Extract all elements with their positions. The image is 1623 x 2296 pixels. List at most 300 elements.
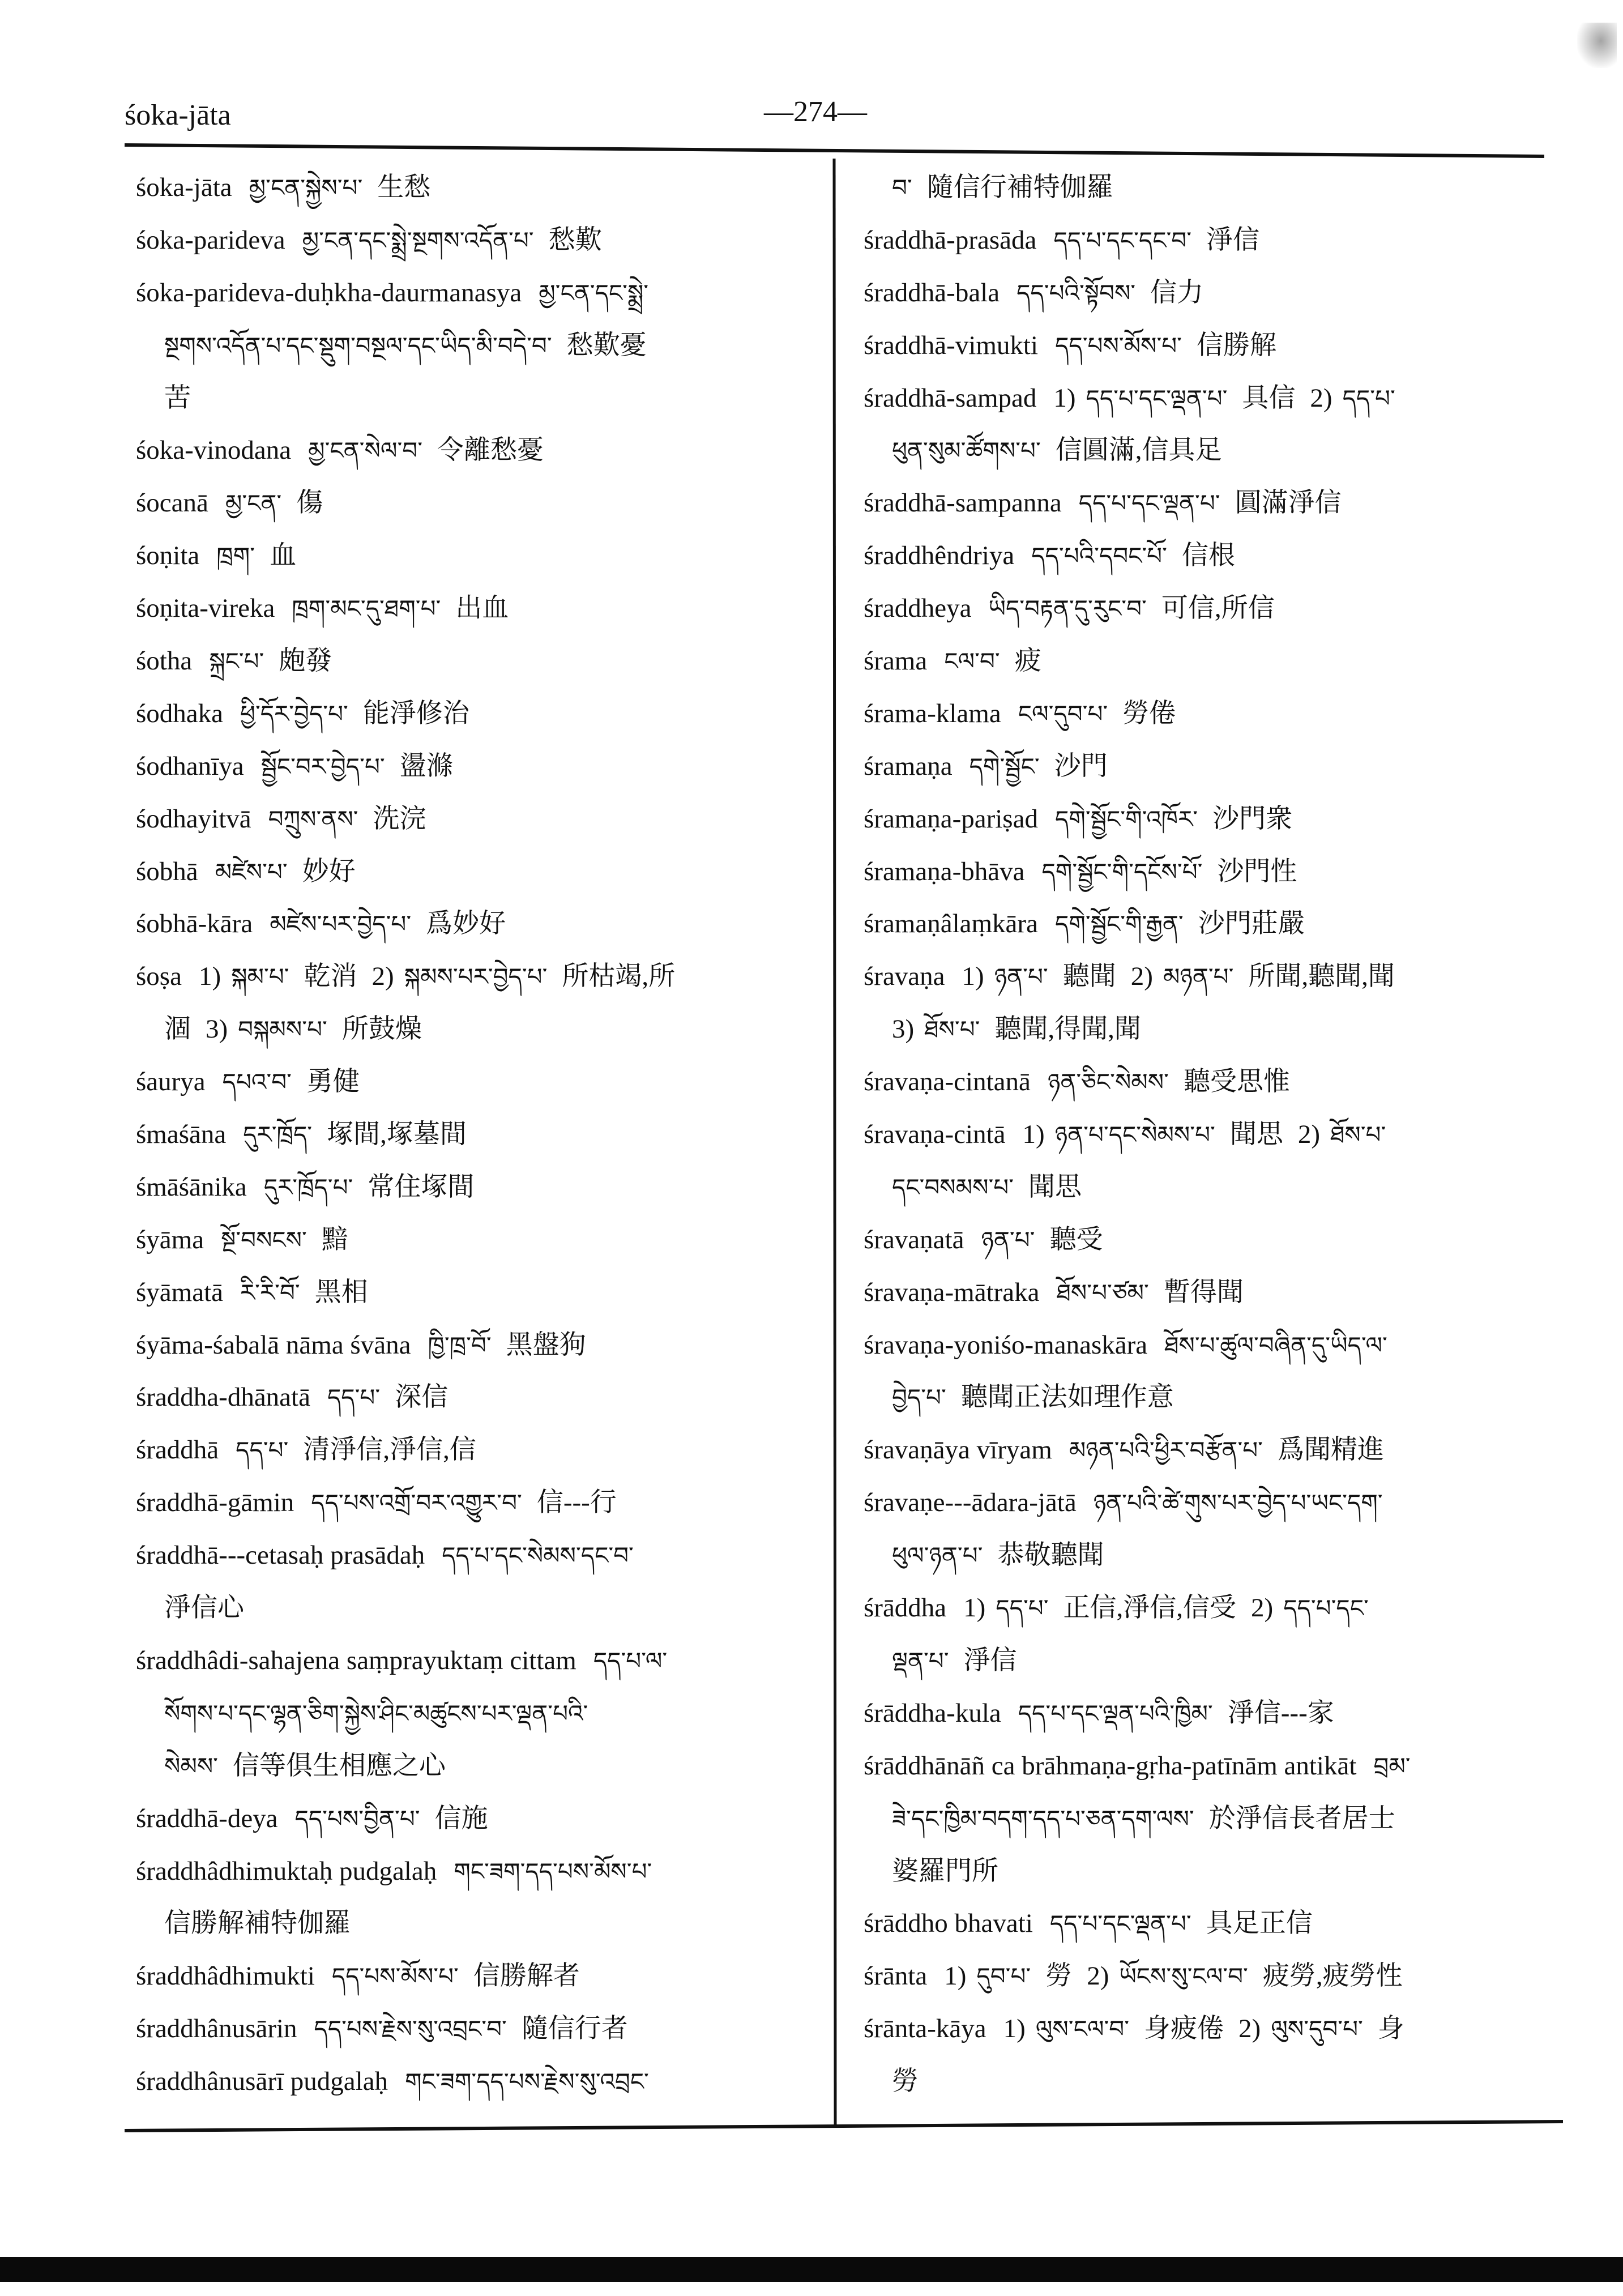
chinese-equivalent: 令離愁憂 [437,436,544,466]
tibetan-equivalent: མྱ་ངན་དང་སྨྲེ་ [539,279,649,307]
dictionary-entry [864,1476,1557,1582]
tibetan-equivalent: ཕུལ་ཉན་པ་ [892,1542,983,1570]
dictionary-entry [864,477,1557,530]
chinese-equivalent: 沙門 [1054,751,1108,781]
entry-line [136,1214,824,1266]
tibetan-equivalent: སྦྱོང་བར་བྱེད་པ་ [260,752,385,780]
entry-line [136,846,824,898]
headword: śodhaka [136,698,224,728]
entry-line [864,1793,1557,1845]
dictionary-entry [864,635,1557,688]
entry-line [864,1161,1557,1214]
right-column [864,161,1557,2108]
headword: śyāma-śabalā nāma śvāna [136,1330,411,1360]
sense-number: 1) [962,962,984,992]
tibetan-equivalent: སྔོ་བསངས་ [221,1226,307,1254]
entry-line [864,1003,1557,1056]
dictionary-entry [864,2003,1557,2108]
headword: śraddha-dhānatā [136,1382,310,1412]
entry-line [136,1161,824,1214]
headword: śobhā-kāra [136,909,253,939]
sense-number: 2) [1130,962,1153,992]
tibetan-equivalent: བྱེད་པ་ [892,1384,946,1412]
chinese-equivalent: 常住塚間 [368,1172,475,1202]
sense-number: 1) [963,1593,986,1623]
entry-line [864,214,1557,267]
chinese-equivalent: 勇健 [306,1067,360,1097]
headword: śrama-klama [864,698,1001,728]
tibetan-equivalent: མཛེས་པར་བྱེད་པ་ [270,910,412,938]
tibetan-equivalent: མཛེས་པ་ [215,857,288,886]
entry-line [136,688,824,740]
entry-line [864,1056,1557,1108]
tibetan-equivalent: དད་པ་ [236,1436,289,1465]
chinese-equivalent: 婆羅門所 [892,1856,998,1886]
chinese-equivalent: 能淨修治 [362,698,469,728]
sense-number: 2) [1238,2014,1261,2044]
entry-line [136,372,824,425]
entry-line [136,1266,824,1319]
tibetan-equivalent: གང་ཟག་དད་པས་མོས་པ་ [454,1857,652,1885]
headword: śrānta [864,1961,928,1991]
tibetan-equivalent: དད་པ་དང་ལྡན་པ་ [1049,1910,1191,1938]
entry-line [136,740,824,793]
entry-line [864,1424,1557,1476]
dictionary-entry [864,319,1557,372]
chinese-equivalent: 深信 [395,1382,449,1412]
dictionary-entry [136,1108,824,1161]
chinese-equivalent: 信---行 [536,1488,617,1518]
chinese-equivalent: 所鼓燥 [341,1014,422,1044]
dictionary-entry [864,1740,1557,1898]
tibetan-equivalent: ལྡན་པ་ [892,1646,949,1675]
headword: śraddhā-vimukti [864,330,1039,360]
chinese-equivalent: 黑相 [314,1277,368,1307]
entry-line [136,1634,824,1687]
headword: śraddhā-gāmin [136,1488,294,1518]
entry-line [864,477,1557,530]
dictionary-entry [136,898,824,950]
chinese-equivalent: 於淨信長者居士 [1208,1803,1395,1833]
chinese-equivalent: 血 [270,541,297,571]
headword: śoṣa [136,962,182,992]
headword: śraddhâdi-sahajena saṃprayuktaṃ cittam [136,1645,576,1675]
tibetan-equivalent: དགེ་སྦྱོང་གི་འཁོར་ [1054,805,1198,833]
chinese-equivalent: 聽受思惟 [1183,1067,1290,1097]
chinese-equivalent: 正信,淨信,信受 [1063,1593,1237,1623]
headword: śrāddha-kula [864,1698,1001,1728]
sense-number: 1) [198,962,221,992]
headword: śaurya [136,1067,206,1097]
dictionary-entry [136,1476,824,1529]
sense-number: 2) [1310,383,1332,413]
chinese-equivalent: 可信,所信 [1161,594,1275,624]
tibetan-equivalent: ཉན་པ་ [981,1226,1035,1254]
entry-line [136,1897,824,1950]
headword: śravaṇa-yoniśo-manaskāra [864,1330,1148,1360]
headword: śravaṇa-cintanā [864,1067,1031,1097]
chinese-equivalent: 沙門衆 [1212,804,1293,834]
chinese-equivalent: 淨信心 [164,1593,244,1623]
entry-line [136,530,824,582]
entry-line [136,1108,824,1161]
tibetan-equivalent: ཐོས་པ་ [924,1015,980,1044]
tibetan-equivalent: ཁྲག་མང་དུ་ཐག་པ་ [292,595,441,623]
tibetan-equivalent: དད་པའི་སྟོབས་ [1016,279,1136,307]
entry-line [136,2003,824,2055]
top-rule [125,145,1544,156]
chinese-equivalent: 勞倦 [1122,698,1176,728]
entry-line [136,1476,824,1529]
dictionary-entry [136,214,824,267]
chinese-equivalent: 涸 [164,1014,191,1044]
headword: śmāśānika [136,1172,247,1202]
headword: śoka-jāta [136,173,232,202]
running-head: śoka-jāta [125,99,231,131]
dictionary-entry [864,846,1557,898]
chinese-equivalent: 愁歎 [548,225,602,255]
entry-line [864,1108,1557,1161]
headword: śoka-parideva-duḥkha-daurmanasya [136,278,522,308]
dictionary-entry [864,1214,1557,1266]
entry-line [136,1845,824,1898]
dictionary-entry [864,267,1557,319]
headword: śrama [864,646,928,676]
entry-line [864,1740,1557,1793]
tibetan-equivalent: དགེ་སྦྱོང་གི་དངོས་པོ་ [1041,857,1203,886]
entry-line [136,214,824,267]
tibetan-equivalent: ཉན་ཅིང་སེམས་ [1047,1068,1169,1096]
sense-number: 1) [1022,1120,1045,1150]
headword: śyāma [136,1224,204,1254]
chinese-equivalent: 信等俱生相應之心 [233,1751,446,1781]
tibetan-equivalent: དད་པ་ལ་ [593,1646,668,1675]
tibetan-equivalent: དད་པས་རྗེས་སུ་འབྲང་བ་ [314,2015,507,2043]
chinese-equivalent: 盪滌 [399,751,453,781]
headword: śraddhā-bala [864,278,1000,308]
tibetan-equivalent: དུབ་པ་ [976,1962,1031,1991]
chinese-equivalent: 聞思 [1028,1172,1082,1202]
entry-line [864,582,1557,635]
dictionary-entry [864,950,1557,1056]
dictionary-entry [136,2003,824,2055]
sense-number: 2) [1251,1593,1274,1623]
left-column [136,161,824,2108]
headword: śraddhânusārī pudgalaḥ [136,2067,388,2097]
tibetan-equivalent: དད་པའི་དབང་པོ་ [1031,542,1167,570]
headword: śrānta-kāya [864,2014,986,2044]
dictionary-entry [864,688,1557,740]
dictionary-entry [136,1793,824,1845]
chinese-equivalent: 身疲倦 [1144,2014,1224,2044]
sense-number: 1) [944,1961,967,1991]
tibetan-equivalent: ཟེ་དང་ཁྱིམ་བདག་དད་པ་ཅན་དག་ལས་ [892,1804,1194,1833]
tibetan-equivalent: སེམས་ [164,1752,219,1780]
tibetan-equivalent: དད་པ་དང་སེམས་དང་བ་ [442,1542,634,1570]
dictionary-entry [864,1424,1557,1476]
tibetan-equivalent: དད་པས་མོས་པ་ [331,1962,459,1991]
chinese-equivalent: 塚間,塚墓間 [327,1120,467,1150]
dictionary-entry [136,2055,824,2108]
headword: śramaṇâlaṃkāra [864,909,1038,939]
chinese-equivalent: 勞 [892,2067,919,2097]
entry-line [136,950,824,1003]
dictionary-entry [136,635,824,688]
entry-line [136,635,824,688]
dictionary-entry [136,1529,824,1634]
dictionary-entry [136,477,824,530]
sense-number: 2) [1087,1961,1109,1991]
entry-line [864,267,1557,319]
dictionary-entry [136,267,824,425]
sense-number: 1) [1003,2014,1026,2044]
chinese-equivalent: 淨信 [1206,225,1260,255]
headword: śraddhā-deya [136,1803,278,1833]
headword: śoka-parideva [136,225,285,255]
tibetan-equivalent: དད་པས་བྱིན་པ་ [294,1804,420,1833]
chinese-equivalent: 信根 [1181,541,1235,571]
tibetan-equivalent: མྱ་ངན་དང་སྨྲེ་སྔགས་འདོན་པ་ [302,226,534,254]
tibetan-equivalent: ཡིད་བརྟན་དུ་རུང་བ་ [988,595,1147,623]
entry-line [864,1214,1557,1266]
headword: śravaṇa-cintā [864,1120,1006,1150]
headword: śraddheya [864,594,972,624]
headword: śravaṇatā [864,1224,964,1254]
headword: śraddhā [136,1435,219,1465]
dictionary-entry [864,372,1557,477]
entry-line [136,1056,824,1108]
chinese-equivalent: 聽聞 [1062,962,1116,992]
dictionary-entry [136,582,824,635]
tibetan-equivalent: དགེ་སྦྱོང་གི་རྒྱན་ [1054,910,1184,938]
entry-line [136,898,824,950]
tibetan-equivalent: ལུས་ངལ་བ་ [1035,2015,1130,2043]
entry-line [864,1634,1557,1687]
tibetan-equivalent: དུར་ཁྲོད་ [243,1121,313,1149]
entry-line [864,793,1557,846]
headword: śoka-vinodana [136,436,292,466]
headword: śraddhā---cetasaḥ prasādaḥ [136,1540,425,1571]
chinese-equivalent: 聽受 [1049,1224,1103,1254]
dictionary-entry [136,1845,824,1951]
headword: śraddhêndriya [864,541,1015,571]
chinese-equivalent: 黑盤狗 [506,1330,586,1360]
chinese-equivalent: 身 [1377,2014,1404,2044]
headword: śrāddho bhavati [864,1909,1033,1939]
entry-line [136,1687,824,1740]
entry-line [136,2055,824,2108]
tibetan-equivalent: ཐོས་པ་ཚུལ་བཞིན་དུ་ཡིད་ལ་ [1164,1331,1387,1359]
chinese-equivalent: 淨信---家 [1227,1698,1334,1728]
entry-line [864,1897,1557,1950]
headword: śmaśāna [136,1120,227,1150]
chinese-equivalent: 具足正信 [1206,1909,1313,1939]
headword: śraddhâdhimukti [136,1961,315,1991]
headword: śravaṇa-mātraka [864,1277,1040,1307]
tibetan-equivalent: མཉན་པའི་ཕྱིར་བརྩོན་པ་ [1069,1436,1263,1465]
dictionary-entry [864,1108,1557,1214]
chinese-equivalent: 黯 [321,1224,348,1254]
chinese-equivalent: 暫得聞 [1163,1277,1244,1307]
entry-line [864,635,1557,688]
chinese-equivalent: 隨信行補特伽羅 [926,173,1113,202]
entry-line [864,1319,1557,1372]
entry-line [864,1476,1557,1529]
dictionary-entry [136,1424,824,1476]
dictionary-entry [136,688,824,740]
chinese-equivalent: 淨信 [963,1645,1017,1675]
dictionary-entry [864,1582,1557,1687]
headword: śraddhā-sampanna [864,488,1062,518]
tibetan-equivalent: སྐམས་པར་བྱེད་པ་ [404,963,548,991]
page-number: —274— [764,96,867,128]
entry-line [864,1529,1557,1582]
dictionary-entry [864,898,1557,950]
chinese-equivalent: 苦 [164,383,191,413]
bottom-rule [125,2122,1563,2131]
tibetan-equivalent: མཉན་པ་ [1163,963,1234,991]
entry-line [864,1371,1557,1424]
column-divider [834,159,835,2125]
entry-line [136,1793,824,1845]
dictionary-entry [136,424,824,477]
entry-line [136,319,824,372]
sense-number: 1) [1053,383,1076,413]
dictionary-entry [136,161,824,214]
dictionary-entry [864,740,1557,793]
tibetan-equivalent: ཉན་པ་ [994,963,1048,991]
tibetan-equivalent: དད་པ་དང་དང་བ་ [1053,226,1192,254]
chinese-equivalent: 生愁 [377,173,431,202]
chinese-equivalent: 皰發 [279,646,332,676]
sense-number: 2) [371,962,394,992]
dictionary-entry [136,1214,824,1266]
headword: śramaṇa [864,751,953,781]
dictionary-entry [136,1161,824,1214]
sense-number: 3) [892,1014,915,1044]
entry-line [864,846,1557,898]
entry-line [136,793,824,846]
entry-line [864,530,1557,582]
headword: śraddhânusārin [136,2014,297,2044]
tibetan-equivalent: ལུས་དུབ་པ་ [1271,2015,1363,2043]
entry-line [864,319,1557,372]
tibetan-equivalent: ཕྱི་དོར་བྱེད་པ་ [240,699,348,728]
dictionary-entry [136,1371,824,1424]
headword: śramaṇa-bhāva [864,856,1025,886]
chinese-equivalent: 沙門性 [1217,856,1297,886]
dictionary-entry [136,793,824,846]
entry-line [864,688,1557,740]
entry-line [136,582,824,635]
scan-artifact [1577,23,1617,68]
tibetan-equivalent: བཀྲུས་ནས་ [268,805,358,833]
dictionary-entry [136,1319,824,1372]
tibetan-equivalent: དད་པ་དང་ [1283,1594,1369,1623]
entry-line [136,477,824,530]
headword: śrāddha [864,1593,947,1623]
headword: śraddhā-sampad [864,383,1037,413]
entry-line [864,1266,1557,1319]
chinese-equivalent: 沙門莊嚴 [1198,909,1305,939]
entry-line [136,267,824,319]
headword: śraddhā-prasāda [864,225,1037,255]
chinese-equivalent: 所枯竭,所 [562,962,676,992]
tibetan-equivalent: དད་པས་མོས་པ་ [1055,331,1182,360]
chinese-equivalent: 圓滿淨信 [1235,488,1342,518]
tibetan-equivalent: ཐོས་པ་ [1330,1121,1386,1149]
sense-number: 2) [1297,1120,1320,1150]
scan-edge-band [0,2257,1623,2282]
entry-line [136,1319,824,1372]
tibetan-equivalent: སྐྲང་པ་ [209,647,264,676]
chinese-equivalent: 爲妙好 [426,909,506,939]
chinese-equivalent: 出血 [455,594,509,624]
dictionary-entry [136,1950,824,2003]
tibetan-equivalent: དད་པ་དང་ལྡན་པ་ [1078,489,1220,518]
tibetan-equivalent: ཁྱི་ཁྲ་བོ་ [428,1331,492,1359]
entry-line [136,1371,824,1424]
chinese-equivalent: 勞 [1045,1961,1073,1991]
entry-line [136,1529,824,1582]
headword: śoṇita [136,541,200,571]
tibetan-equivalent: མྱ་ངན་སྐྱེས་པ་ [249,174,363,202]
entry-line [136,1003,824,1056]
tibetan-equivalent: དད་པ་ [996,1594,1049,1623]
entry-line [136,1740,824,1793]
dictionary-entry [864,1266,1557,1319]
tibetan-equivalent: ཉན་པ་དང་སེམས་པ་ [1054,1121,1215,1149]
dictionary-entry [136,1056,824,1108]
entry-line [864,1845,1557,1898]
chinese-equivalent: 清淨信,淨信,信 [303,1435,476,1465]
dictionary-entry [864,582,1557,635]
chinese-equivalent: 愁歎憂 [566,330,647,360]
chinese-equivalent: 疲 [1014,646,1041,676]
entry-line [864,1687,1557,1740]
chinese-equivalent: 信力 [1150,278,1204,308]
headword: śotha [136,646,193,676]
tibetan-equivalent: མྱ་ངན་སེལ་བ་ [308,437,423,465]
tibetan-equivalent: ཐོས་པ་ཙམ་ [1056,1278,1149,1307]
tibetan-equivalent: དཔའ་བ་ [222,1068,292,1096]
entry-line [864,2003,1557,2055]
tibetan-equivalent: སྔགས་འདོན་པ་དང་སྡུག་བསྔལ་དང་ཡིད་མི་བདེ་བ་ [164,331,552,360]
tibetan-equivalent: གང་ཟག་དད་པས་རྗེས་སུ་འབྲང་ [405,2068,649,2096]
tibetan-equivalent: དུར་ཁྲོད་པ་ [263,1173,353,1201]
chinese-equivalent: 信勝解者 [473,1961,580,1991]
entry-line [864,372,1557,425]
headword: śobhā [136,856,198,886]
headword: śravaṇa [864,962,945,992]
dictionary-entry [864,1950,1557,2003]
headword: śocanā [136,488,208,518]
chinese-equivalent: 信圓滿,信具足 [1055,436,1222,466]
chinese-equivalent: 信勝解補特伽羅 [164,1909,351,1939]
entry-line [864,740,1557,793]
chinese-equivalent: 具信 [1242,383,1296,413]
chinese-equivalent: 聞思 [1229,1120,1283,1150]
chinese-equivalent: 信勝解 [1197,330,1277,360]
entry-line [136,424,824,477]
dictionary-entry [864,793,1557,846]
headword: śravaṇāya vīryam [864,1435,1052,1465]
sense-number: 3) [206,1014,228,1044]
tibetan-equivalent: དད་པ་དང་ལྡན་པའི་ཁྱིམ་ [1018,1699,1213,1727]
entry-line [864,950,1557,1003]
entry-line [136,1950,824,2003]
dictionary-entry [864,1897,1557,1950]
